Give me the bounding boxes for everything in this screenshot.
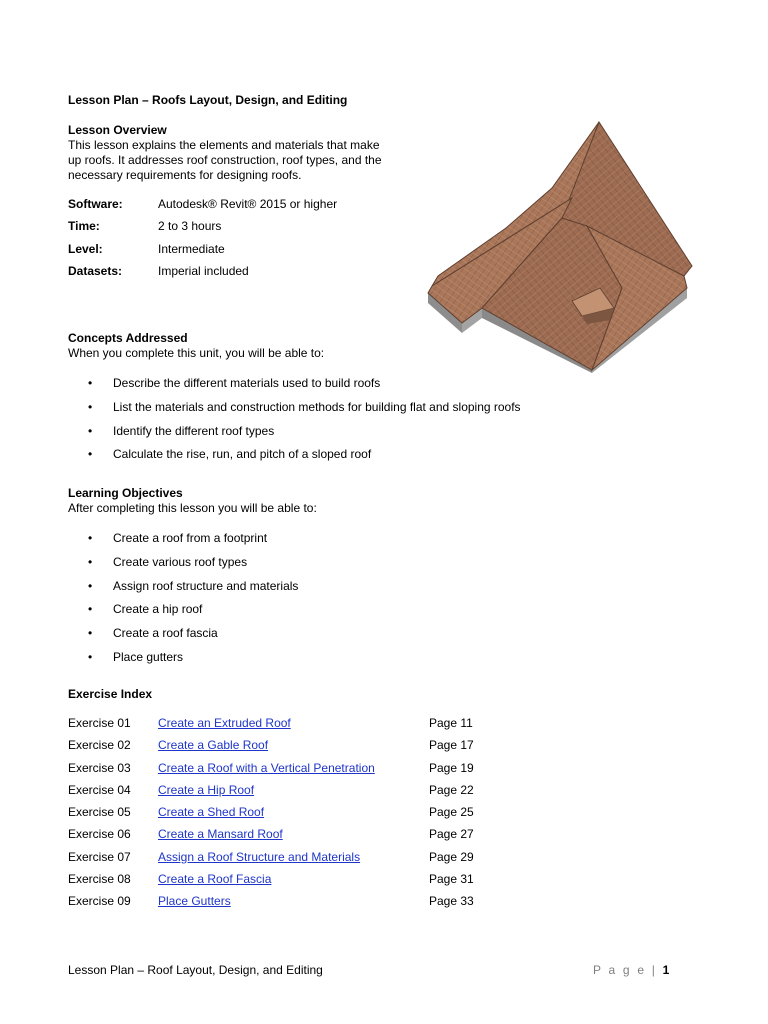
list-item-text: Create a hip roof — [113, 602, 203, 617]
exercise-number: Exercise 05 — [68, 805, 131, 820]
exercise-page: Page 17 — [429, 738, 474, 753]
exercise-number: Exercise 02 — [68, 738, 131, 753]
exercise-link[interactable]: Place Gutters — [158, 894, 231, 909]
footer-page-num: 1 — [662, 963, 670, 977]
list-item-text: Create a roof fascia — [113, 626, 218, 641]
meta-label: Software: — [68, 197, 123, 211]
lesson-meta — [68, 197, 337, 286]
bullet-icon: • — [88, 602, 93, 617]
exercise-page: Page 33 — [429, 894, 474, 909]
roof-model-image — [422, 118, 694, 373]
exercise-link[interactable]: Create a Roof with a Vertical Penetration — [158, 760, 375, 775]
table-row — [68, 894, 474, 916]
bullet-icon: • — [88, 649, 93, 664]
bullet-icon: • — [88, 554, 93, 569]
list-item — [68, 650, 298, 674]
exercise-link[interactable]: Create an Extruded Roof — [158, 716, 291, 730]
exercise-link[interactable]: Create a Shed Roof — [158, 805, 265, 820]
bullet-icon: • — [88, 376, 93, 390]
table-row — [68, 872, 474, 894]
exercise-page: Page 29 — [429, 849, 474, 864]
exercise-link[interactable]: Create a Gable Roof — [158, 738, 269, 753]
exercise-number: Exercise 09 — [68, 894, 131, 909]
list-item-text: Assign roof structure and materials — [113, 578, 299, 593]
objectives-list — [68, 531, 298, 674]
concepts-intro: When you complete this unit, you will be able to: — [68, 346, 325, 360]
table-row — [68, 805, 474, 827]
exercise-page: Page 25 — [429, 805, 474, 820]
list-item-text: Identify the different roof types — [113, 423, 275, 438]
meta-row-datasets — [68, 264, 337, 286]
list-item-text: Calculate the rise, run, and pitch of a sloped roof — [113, 447, 372, 462]
exercise-link[interactable]: Create a Hip Roof — [158, 782, 255, 797]
meta-value: Intermediate — [158, 241, 225, 256]
exercise-index-table — [68, 716, 474, 917]
list-item — [68, 424, 521, 448]
exercise-page: Page 27 — [429, 827, 474, 842]
bullet-icon: • — [88, 578, 93, 593]
footer-title: Lesson Plan – Roof Layout, Design, and Editing — [68, 963, 323, 977]
footer-page-word: P a g e | — [593, 963, 658, 977]
overview-line: up roofs. It addresses roof construction, roof types, and the — [68, 153, 382, 167]
table-row — [68, 827, 474, 849]
list-item — [68, 447, 521, 471]
list-item-text: Create a roof from a footprint — [113, 531, 268, 545]
overview-body — [68, 138, 408, 183]
table-row — [68, 850, 474, 872]
list-item-text: List the materials and construction methods for building flat and sloping roofs — [113, 399, 521, 414]
meta-value: Autodesk® Revit® 2015 or higher — [158, 197, 338, 211]
exercise-page: Page 31 — [429, 872, 474, 887]
concepts-heading: Concepts Addressed — [68, 331, 188, 345]
list-item-text: Place gutters — [113, 649, 184, 664]
list-item-text: Describe the different materials used to build roofs — [113, 376, 381, 390]
overview-line: This lesson explains the elements and materials that make — [68, 138, 380, 152]
page-title: Lesson Plan – Roofs Layout, Design, and Editing — [68, 93, 348, 107]
list-item — [68, 531, 298, 555]
list-item — [68, 555, 298, 579]
exercise-number: Exercise 01 — [68, 716, 131, 730]
table-row — [68, 761, 474, 783]
exercise-number: Exercise 03 — [68, 760, 131, 775]
objectives-heading: Learning Objectives — [68, 486, 183, 500]
exercise-number: Exercise 04 — [68, 782, 131, 797]
meta-label: Time: — [68, 219, 100, 234]
table-row — [68, 738, 474, 760]
list-item — [68, 400, 521, 424]
footer-page-number — [593, 963, 669, 977]
bullet-icon: • — [88, 399, 93, 414]
exercise-number: Exercise 07 — [68, 849, 131, 864]
bullet-icon: • — [88, 531, 93, 545]
meta-value: Imperial included — [158, 263, 249, 278]
list-item-text: Create various roof types — [113, 554, 248, 569]
table-row — [68, 783, 474, 805]
list-item — [68, 626, 298, 650]
meta-row-level — [68, 242, 337, 264]
meta-value: 2 to 3 hours — [158, 219, 222, 234]
overview-line: necessary requirements for designing roofs. — [68, 168, 302, 182]
overview-heading: Lesson Overview — [68, 123, 167, 137]
exercise-index-heading: Exercise Index — [68, 687, 153, 701]
exercise-number: Exercise 06 — [68, 827, 131, 842]
exercise-link[interactable]: Create a Mansard Roof — [158, 827, 283, 842]
list-item — [68, 602, 298, 626]
meta-row-time — [68, 219, 337, 241]
list-item — [68, 579, 298, 603]
table-row — [68, 716, 474, 738]
concepts-list — [68, 376, 521, 471]
bullet-icon: • — [88, 447, 93, 462]
meta-row-software — [68, 197, 337, 219]
meta-label: Datasets: — [68, 263, 123, 278]
exercise-link[interactable]: Create a Roof Fascia — [158, 872, 272, 887]
exercise-link[interactable]: Assign a Roof Structure and Materials — [158, 849, 361, 864]
bullet-icon: • — [88, 423, 93, 438]
list-item — [68, 376, 521, 400]
exercise-page: Page 11 — [429, 716, 473, 730]
objectives-intro: After completing this lesson you will be able to: — [68, 501, 317, 515]
exercise-number: Exercise 08 — [68, 872, 131, 887]
bullet-icon: • — [88, 626, 93, 641]
meta-label: Level: — [68, 241, 103, 256]
exercise-page: Page 22 — [429, 782, 474, 797]
exercise-page: Page 19 — [429, 760, 474, 775]
